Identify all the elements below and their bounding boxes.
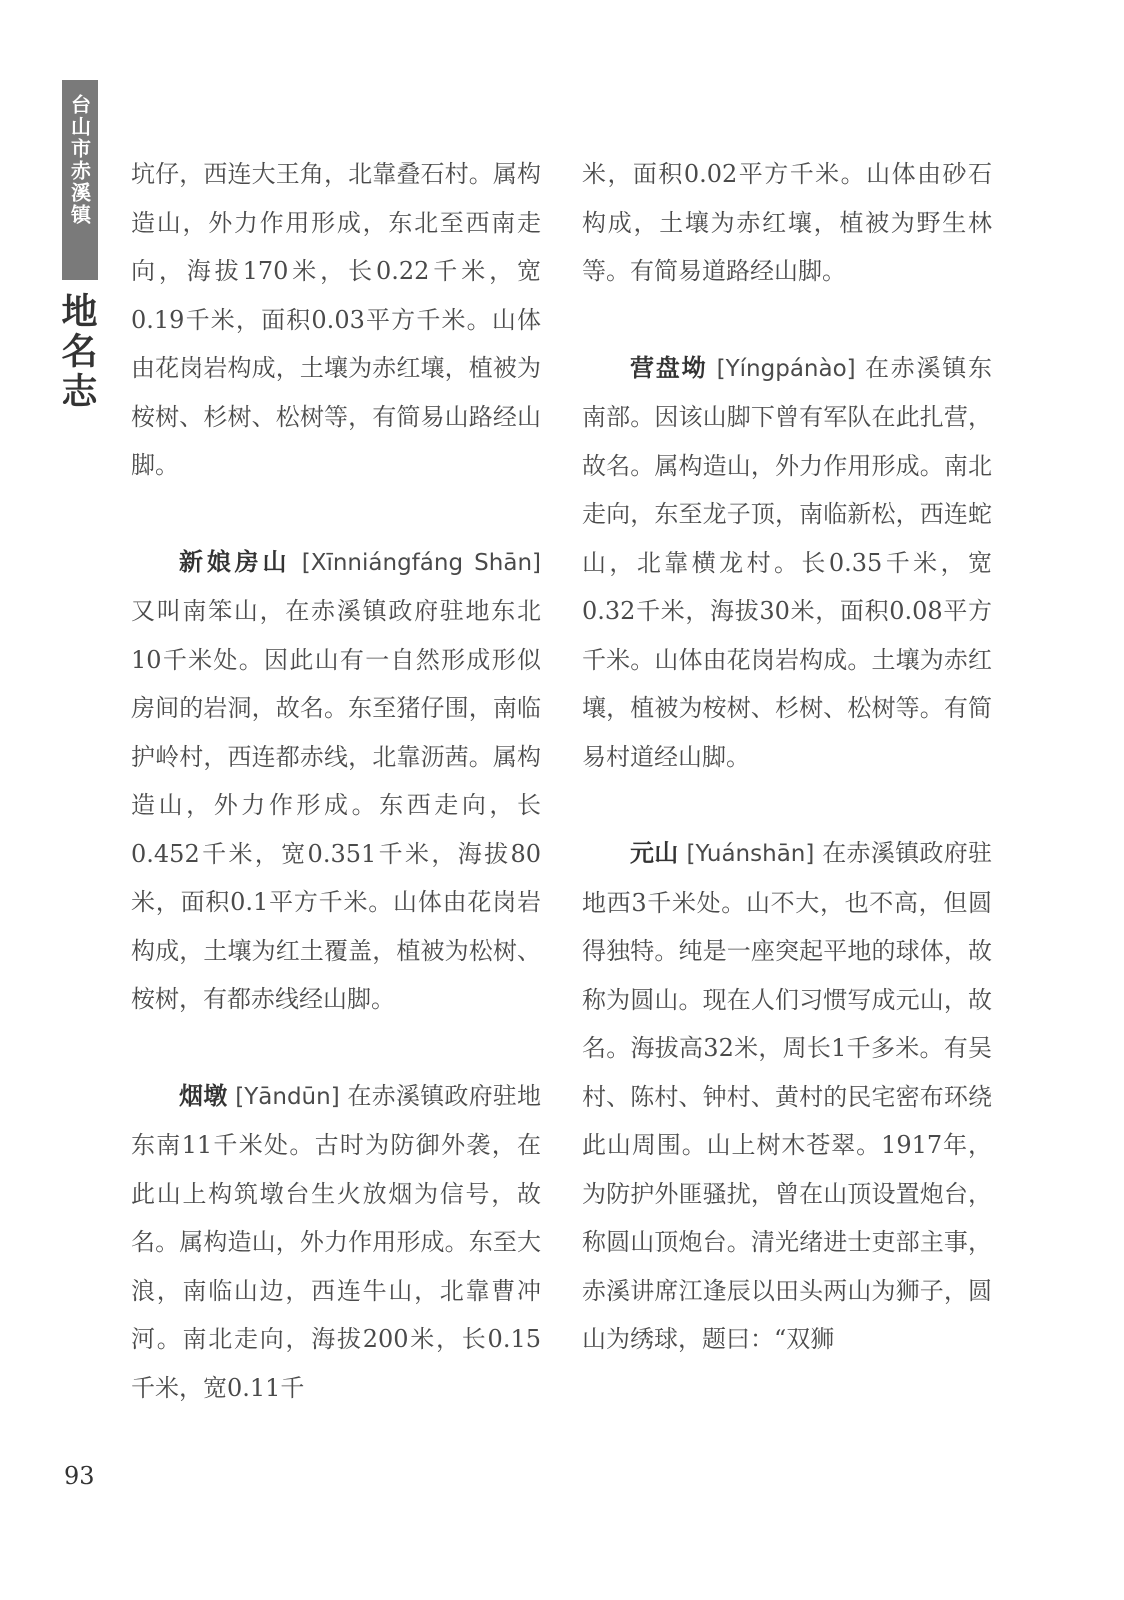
entry-term: 烟墩	[179, 1080, 228, 1110]
left-column	[131, 150, 541, 1412]
continued-paragraph: 坑仔，西连大王角，北靠叠石村。属构造山，外力作用形成，东北至西南走向，海拔170米，长0.22千米，宽0.19千米，面积0.03平方千米。山体由花岗岩构成，土壤为赤红壤，植被为桉树、杉树、松树等，有简易山路经山脚。	[131, 160, 541, 479]
entry-yingpanao	[582, 344, 992, 782]
book-title: 地名志	[56, 292, 97, 412]
section-tab	[62, 80, 98, 280]
entry-xinniangfangshan	[131, 538, 541, 1024]
entry-text: 在赤溪镇政府驻地东南11千米处。古时为防御外袭，在此山上构筑墩台生火放烟为信号，故名。属构造山，外力作用形成。东至大浪，南临山边，西连牛山，北靠曹冲河。南北走向，海拔200米，长0.15千米，宽0.11千	[131, 1081, 541, 1402]
entry-pinyin: [Yuánshān]	[686, 841, 815, 867]
entry-yandun	[131, 1072, 541, 1413]
entry-yuanshan	[582, 829, 992, 1364]
page-number: 93	[64, 1462, 95, 1490]
section-tab-label: 台山市赤溪镇	[67, 94, 92, 226]
entry-text: 又叫南笨山，在赤溪镇政府驻地东北10千米处。因此山有一自然形成形似房间的岩洞，故名。东至猪仔围，南临护岭村，西连都赤线，北靠沥茜。属构造山，外力作形成。东西走向，长0.452千米，宽0.351千米，海拔80米，面积0.1平方千米。山体由花岗岩构成，土壤为红土覆盖，植被为松树、桉树，有都赤线经山脚。	[131, 597, 541, 1013]
entry-term: 元山	[630, 838, 679, 867]
entry-term: 营盘坳	[630, 352, 708, 382]
entry-text: 在赤溪镇东南部。因该山脚下曾有军队在此扎营，故名。属构造山，外力作用形成。南北走向，东至龙子顶，南临新松，西连蛇山，北靠横龙村。长0.35千米，宽0.32千米，海拔30米，面积0.08平方千米。山体由花岗岩构成。土壤为赤红壤，植被为桉树、杉树、松树等。有简易村道经山脚。	[582, 353, 993, 771]
entry-pinyin: [Yāndūn]	[235, 1083, 340, 1110]
entry-text: 在赤溪镇政府驻地西3千米处。山不大，也不高，但圆得独特。纯是一座突起平地的球体，故称为圆山。现在人们习惯写成元山，故名。海拔高32米，周长1千多米。有吴村、陈村、钟村、黄村的民宅密布环绕此山周围。山上树木苍翠。1917年，为防护外匪骚扰，曾在山顶设置炮台，称圆山顶炮台。清光绪进士吏部主事，赤溪讲席江逢辰以田头两山为狮子，圆山为绣球，题曰：“双狮	[582, 839, 992, 1353]
entry-term: 新娘房山	[179, 546, 291, 576]
entry-pinyin: [Yíngpánào]	[716, 355, 856, 382]
continued-paragraph: 米，面积0.02平方千米。山体由砂石构成，土壤为赤红壤，植被为野生林等。有简易道路经山脚。	[582, 160, 992, 285]
right-column	[582, 150, 992, 1364]
entry-pinyin: [Xīnniángfáng Shān]	[301, 549, 541, 576]
